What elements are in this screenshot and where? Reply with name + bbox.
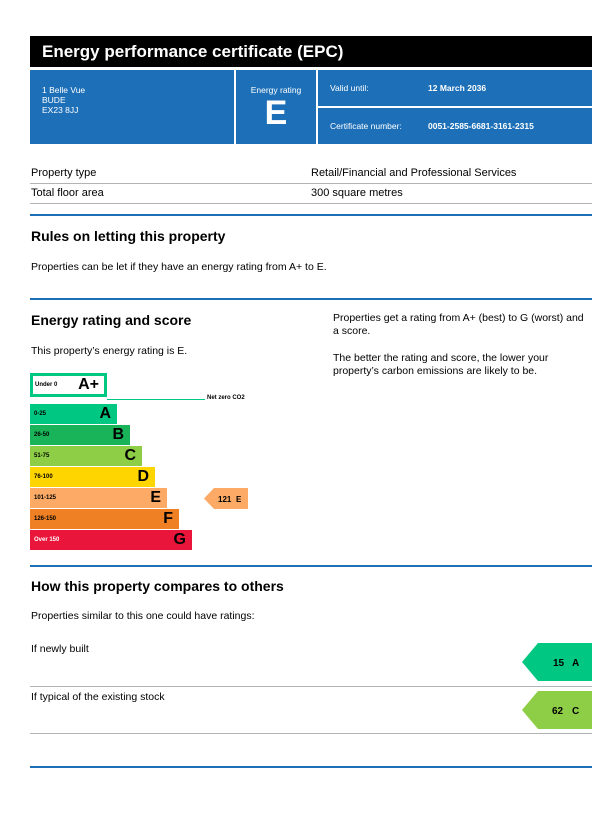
- band-range: 126-150: [34, 516, 57, 522]
- energy-heading: Energy rating and score: [31, 312, 192, 328]
- band-a: [30, 404, 117, 424]
- valid-until-box: [318, 70, 592, 106]
- band-range: 26-50: [34, 432, 50, 438]
- floor-area-label: Total floor area: [31, 187, 104, 199]
- band-letter: G: [173, 531, 186, 548]
- current-rating-arrow: [204, 488, 248, 509]
- address-line-2: BUDE: [42, 95, 66, 105]
- band-f: [30, 509, 179, 529]
- floor-area-value: 300 square metres: [311, 187, 403, 199]
- section-rule: [30, 565, 592, 567]
- compare-intro: Properties similar to this one could have ratings:: [31, 610, 255, 622]
- newly-built-letter: A: [572, 658, 580, 669]
- band-b: [30, 425, 130, 445]
- certificate-number-box: [318, 108, 592, 144]
- section-rule: [30, 766, 592, 768]
- energy-rating-label: Energy rating: [250, 85, 302, 95]
- net-zero-label: Net zero CO2: [207, 395, 245, 401]
- energy-info-1: Properties get a rating from A+ (best) to G (worst) and a score.: [333, 312, 584, 337]
- net-zero-line: [107, 399, 205, 400]
- divider: [30, 686, 592, 687]
- band-e: [30, 488, 167, 508]
- section-rule: [30, 214, 592, 216]
- address-line-3: EX23 8JJ: [42, 105, 79, 115]
- band-letter: A: [99, 405, 111, 422]
- energy-statement: This property’s energy rating is E.: [31, 345, 188, 357]
- band-c: [30, 446, 142, 466]
- newly-built-rating-arrow: [522, 643, 592, 681]
- band-range: Over 150: [34, 537, 60, 543]
- band-range: 101-125: [34, 495, 57, 501]
- address-line-1: 1 Belle Vue: [42, 85, 86, 95]
- letting-text: Properties can be let if they have an energy rating from A+ to E.: [31, 261, 327, 273]
- page-title: Energy performance certificate (EPC): [30, 36, 592, 67]
- current-rating-score: 121: [218, 495, 232, 504]
- property-type-value: Retail/Financial and Professional Services: [311, 167, 517, 179]
- certificate-number-value: 0051-2585-6681-3161-2315: [428, 121, 534, 131]
- typical-stock-label: If typical of the existing stock: [31, 691, 165, 703]
- band-d: [30, 467, 155, 487]
- band-range: Under 0: [35, 382, 58, 388]
- current-rating-letter: E: [236, 495, 242, 504]
- typical-stock-score: 62: [552, 706, 564, 717]
- band-range: 51-75: [34, 453, 50, 459]
- letting-heading: Rules on letting this property: [31, 228, 226, 244]
- band-letter: B: [112, 426, 124, 443]
- property-type-label: Property type: [31, 167, 97, 179]
- band-letter: F: [163, 510, 173, 527]
- band-range: 76-100: [34, 474, 53, 480]
- divider: [30, 203, 592, 204]
- band-letter: C: [124, 447, 136, 464]
- divider: [30, 733, 592, 734]
- address-block: [30, 70, 234, 144]
- band-letter: D: [137, 468, 149, 485]
- valid-until-label: Valid until:: [330, 83, 369, 93]
- band-letter: E: [150, 489, 161, 506]
- certificate-number-label: Certificate number:: [330, 121, 402, 131]
- compare-heading: How this property compares to others: [31, 578, 284, 594]
- newly-built-label: If newly built: [31, 643, 89, 655]
- energy-rating-letter: E: [264, 94, 288, 132]
- typical-stock-rating-arrow: [522, 691, 592, 729]
- band-g: [30, 530, 192, 550]
- energy-rating-box: [236, 70, 316, 144]
- band-range: 0-25: [34, 411, 47, 417]
- typical-stock-letter: C: [572, 706, 580, 717]
- band-a-plus: [30, 373, 107, 397]
- divider: [30, 183, 592, 184]
- section-rule: [30, 298, 592, 300]
- valid-until-value: 12 March 2036: [428, 83, 487, 93]
- energy-info-2: The better the rating and score, the lower your property’s carbon emissions are likely to be.: [333, 352, 549, 377]
- band-letter: A+: [78, 376, 99, 393]
- newly-built-score: 15: [553, 658, 565, 669]
